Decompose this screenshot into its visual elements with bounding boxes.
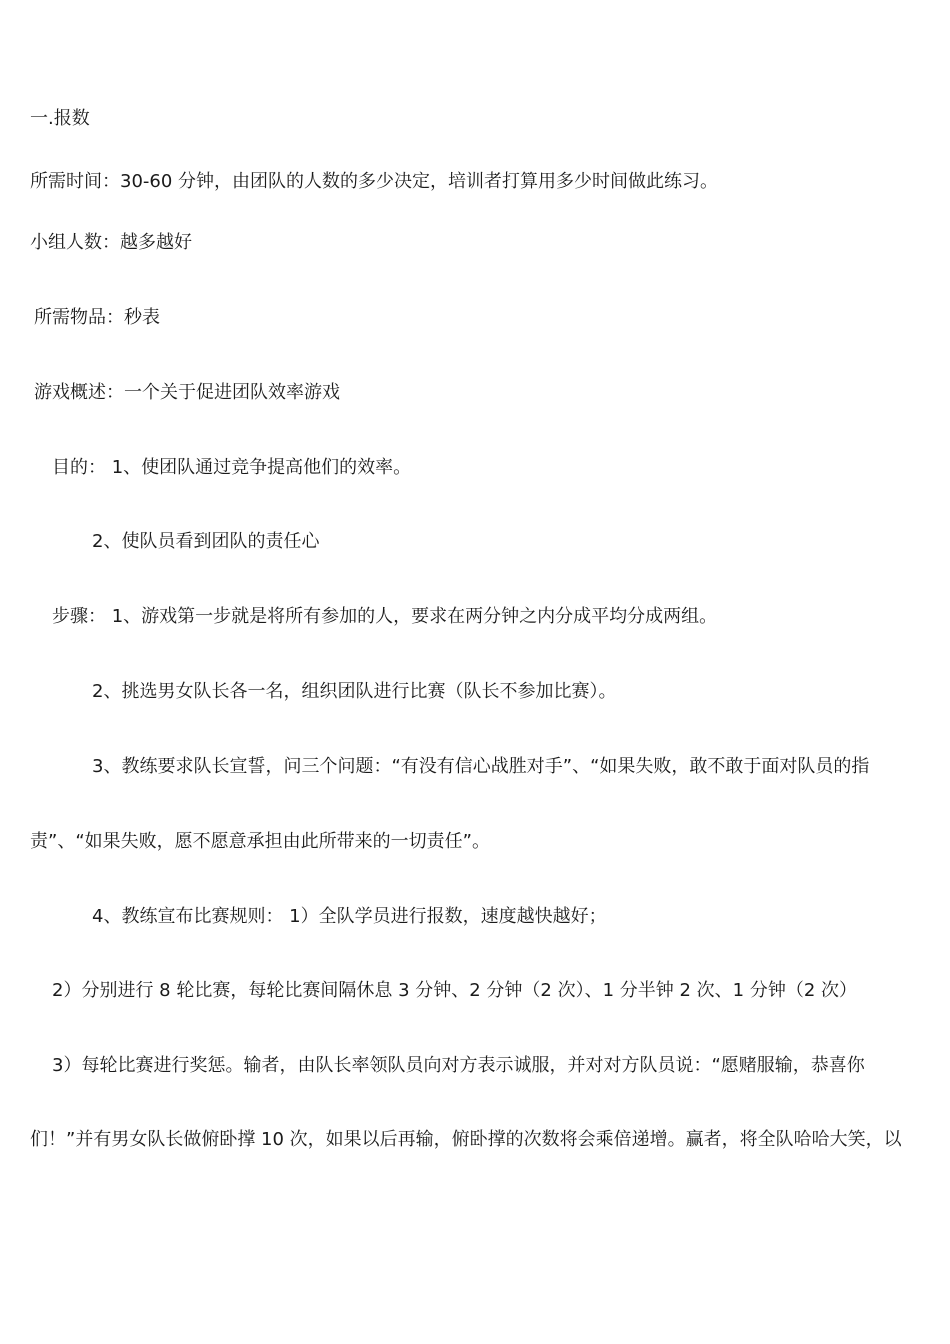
step-item-1: 步骤： 1、游戏第一步就是将所有参加的人，要求在两分钟之内分成平均分成两组。 (52, 606, 718, 627)
section-heading: 一.报数 (30, 108, 90, 129)
step-item-4: 4、教练宣布比赛规则： 1）全队学员进行报数，速度越快越好； (92, 906, 607, 927)
purpose-item-1: 目的： 1、使团队通过竞争提高他们的效率。 (52, 457, 412, 478)
rule-item-2: 2）分别进行 8 轮比赛，每轮比赛间隔休息 3 分钟、2 分钟（2 次）、1 分半钟 2 次、1 分钟（2 次） (52, 980, 858, 1001)
rule-item-3-line-2: 们！”并有男女队长做俯卧撑 10 次，如果以后再输，俯卧撑的次数将会乘倍递增。赢者，将全队哈哈大笑，以 (30, 1129, 902, 1150)
time-required-text: 所需时间：30-60 分钟，由团队的人数的多少决定，培训者打算用多少时间做此练习。 (30, 171, 719, 192)
overview-text: 游戏概述：一个关于促进团队效率游戏 (34, 382, 340, 403)
step-item-3-line-1: 3、教练要求队长宣誓，问三个问题：“有没有信心战胜对手”、“如果失败，敢不敢于面对队员的指 (92, 756, 870, 777)
step-item-3-line-2: 责”、“如果失败，愿不愿意承担由此所带来的一切责任”。 (30, 831, 490, 852)
materials-text: 所需物品：秒表 (34, 307, 160, 328)
step-item-2: 2、挑选男女队长各一名，组织团队进行比赛（队长不参加比赛）。 (92, 681, 617, 702)
rule-item-3-line-1: 3）每轮比赛进行奖惩。输者，由队长率领队员向对方表示诚服，并对对方队员说：“愿赌服输，恭喜你 (52, 1055, 865, 1076)
purpose-item-2: 2、使队员看到团队的责任心 (92, 531, 320, 552)
group-size-text: 小组人数：越多越好 (30, 232, 192, 253)
